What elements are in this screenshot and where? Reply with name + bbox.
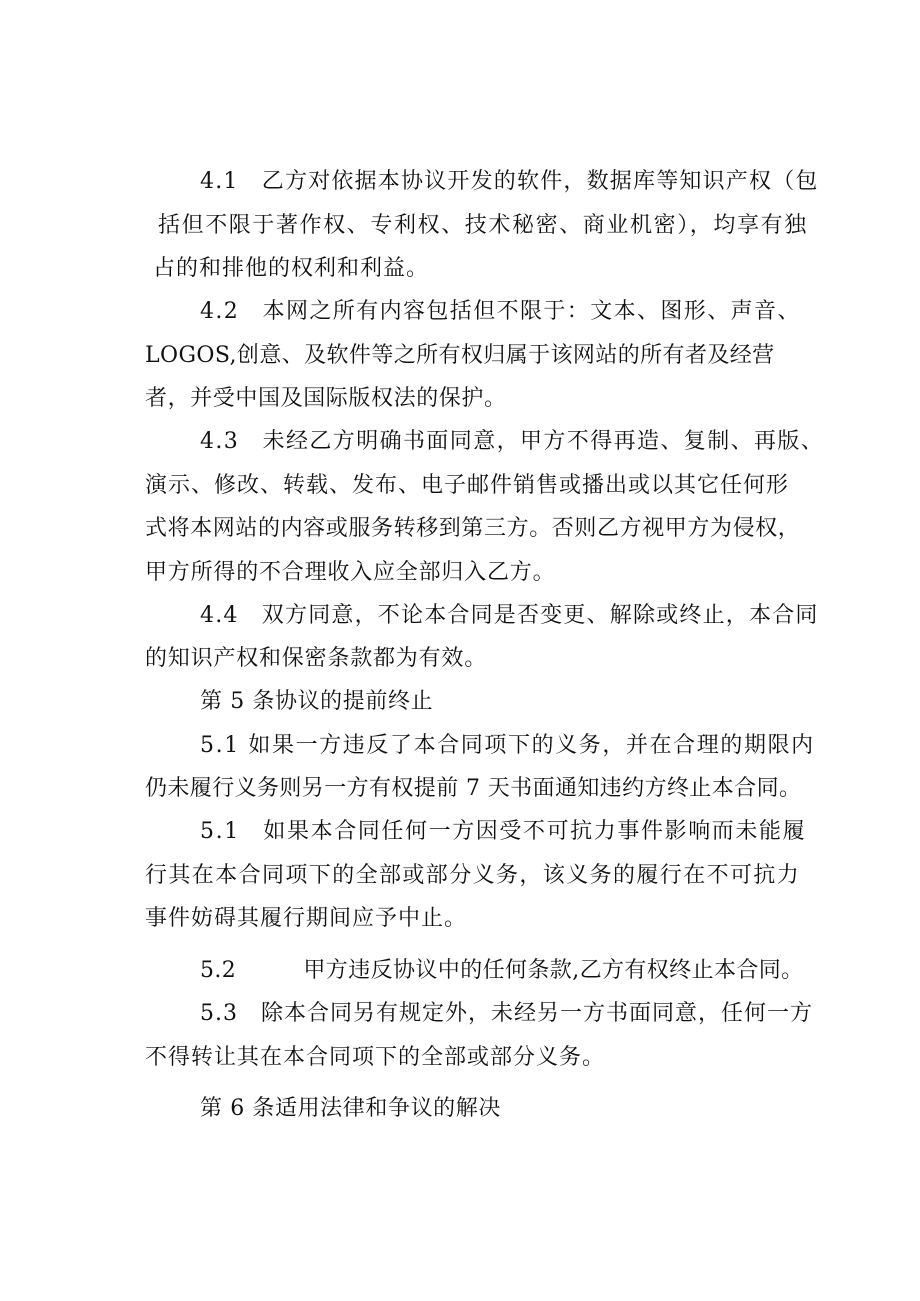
clause-4-1-line-3: 占的和排他的权利和利益。 (153, 256, 430, 281)
clause-4-3-line-2: 演示、修改、转载、发布、电子邮件销售或播出或以其它任何形 (145, 473, 790, 498)
clause-4-1-line-2: 括但不限于著作权、专利权、技术秘密、商业机密），均享有独 (158, 213, 808, 238)
clause-4-3-line-4: 甲方所得的不合理收入应全部归入乙方。 (145, 560, 556, 585)
clause-4-3-line-1: 4.3 未经乙方明确书面同意，甲方不得再造、复制、再版、 (200, 429, 825, 454)
clause-5-1b-line-1: 5.1 如果本合同任何一方因受不可抗力事件影响而未能履 (200, 819, 807, 844)
clause-5-1-line-1: 5.1 如果一方违反了本合同项下的义务，并在合理的期限内 (200, 733, 815, 758)
clause-5-1b-line-2: 行其在本合同项下的全部或部分义务，该义务的履行在不可抗力 (145, 863, 801, 888)
clause-5-2-line-1: 5.2 甲方违反协议中的任何条款,乙方有权终止本合同。 (200, 958, 804, 983)
clause-5-1-line-2: 仍未履行义务则另一方有权提前 7 天书面通知违约方终止本合同。 (145, 776, 802, 801)
section-5-heading: 第 5 条协议的提前终止 (200, 689, 434, 714)
clause-4-2-line-2: LOGOS,创意、及软件等之所有权归属于该网站的所有者及经营 (145, 343, 775, 368)
clause-4-3-line-3: 式将本网站的内容或服务转移到第三方。否则乙方视甲方为侵权， (145, 516, 801, 541)
clause-4-4-line-2: 的知识产权和保密条款都为有效。 (145, 646, 488, 671)
clause-4-2-line-3: 者，并受中国及国际版权法的保护。 (145, 386, 507, 411)
clause-5-3-line-2: 不得转让其在本合同项下的全部或部分义务。 (145, 1045, 606, 1070)
clause-4-4-line-1: 4.4 双方同意，不论本合同是否变更、解除或终止，本合同 (200, 603, 819, 628)
clause-5-1b-line-3: 事件妨碍其履行期间应予中止。 (145, 906, 468, 931)
clause-4-2-line-1: 4.2 本网之所有内容包括但不限于：文本、图形、声音、 (200, 299, 801, 324)
section-6-heading: 第 6 条适用法律和争议的解决 (200, 1096, 501, 1121)
clause-5-3-line-1: 5.3 除本合同另有规定外，未经另一方书面同意，任何一方 (200, 1001, 813, 1026)
clause-4-1-line-1: 4.1 乙方对依据本协议开发的软件，数据库等知识产权（包 (200, 169, 819, 194)
